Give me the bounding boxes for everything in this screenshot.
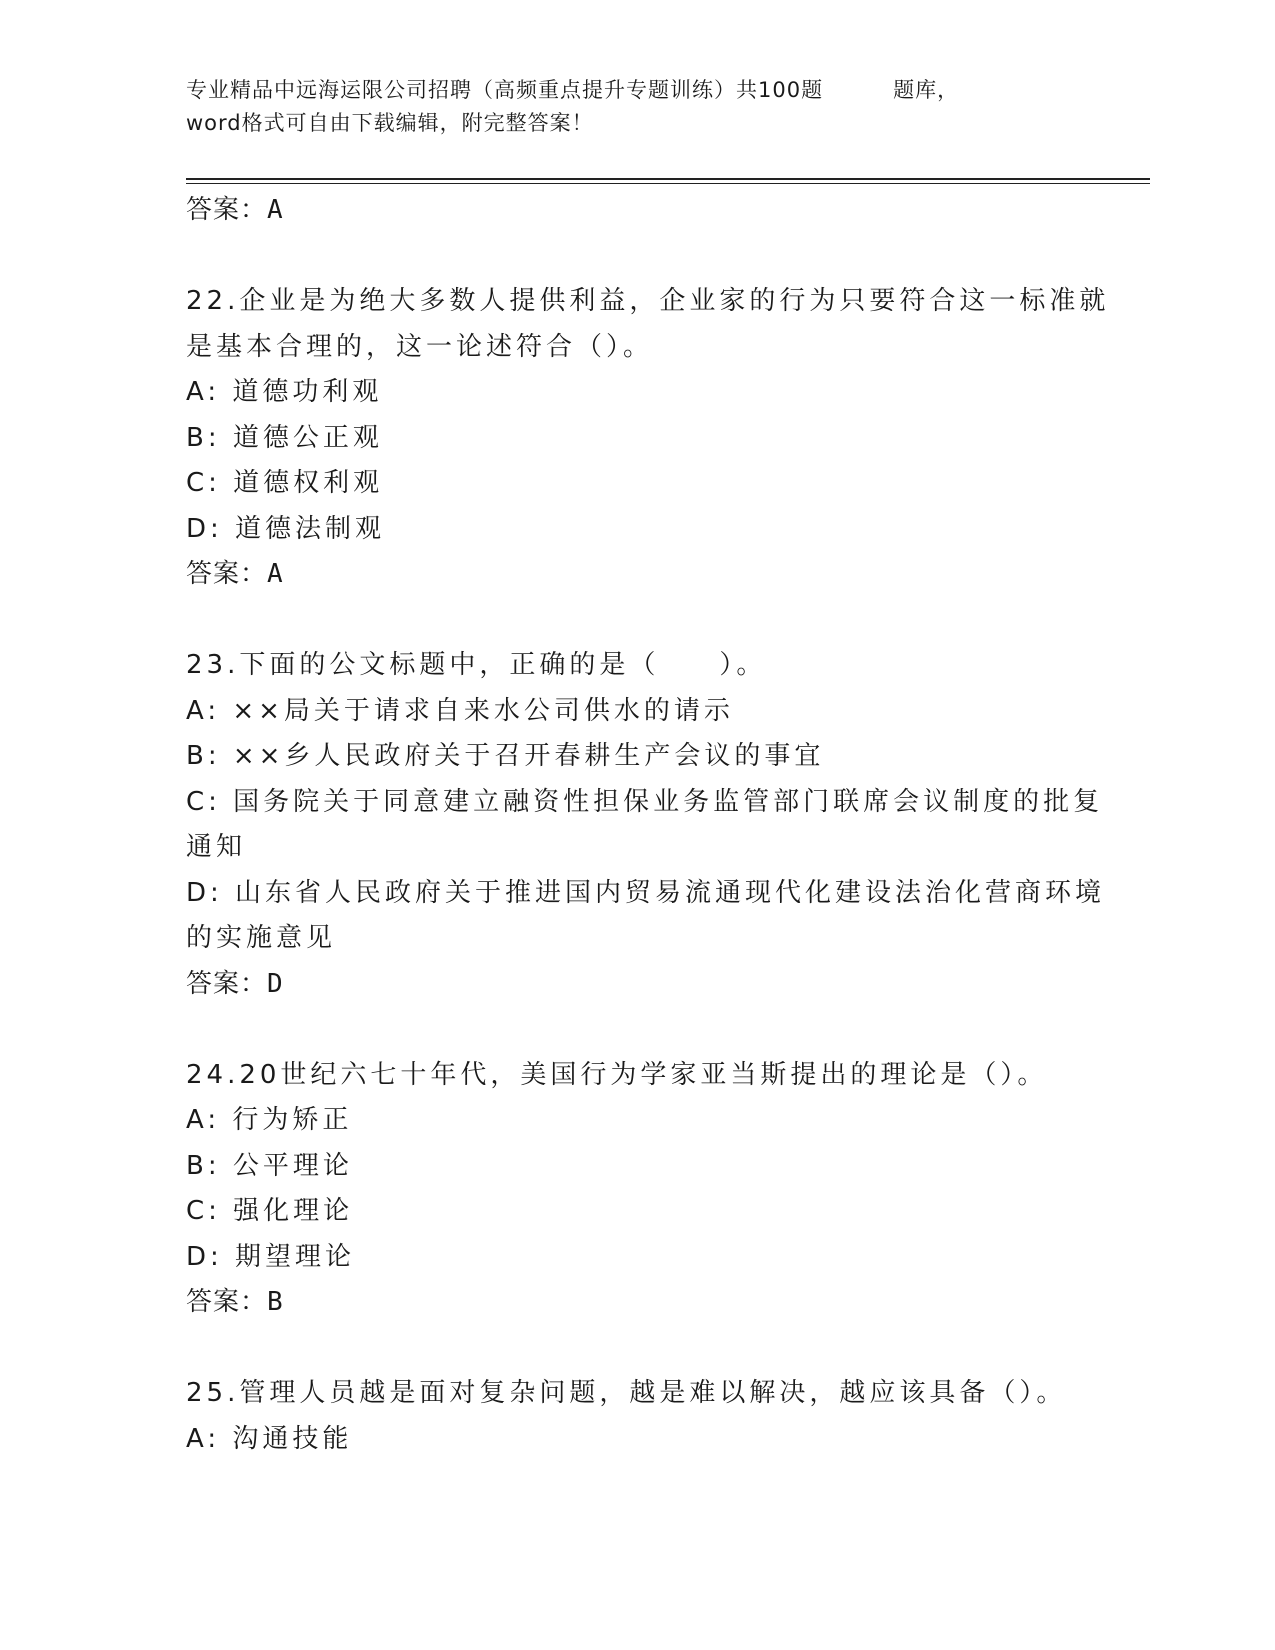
spacer (186, 598, 1086, 644)
answer-value: D (267, 968, 284, 999)
answer-value: A (267, 195, 284, 225)
question-stem: 23.下面的公文标题中，正确的是（ ）。 (186, 650, 767, 680)
question-stem: 22.企业是为绝大多数人提供利益，企业家的行为只要符合这一标准就 (186, 286, 1110, 316)
option-d-continued: 的实施意见 (186, 923, 337, 953)
answer-label: 答案： (186, 559, 268, 589)
option-c: C: 强化理论 (186, 1196, 354, 1226)
spacer (186, 1326, 1086, 1372)
question-stem: 24.20世纪六七十年代，美国行为学家亚当斯提出的理论是（）。 (186, 1059, 1048, 1090)
option-b: B: 道德公正观 (186, 422, 383, 453)
document-header (186, 74, 1066, 140)
option-a: A: 行为矫正 (186, 1105, 353, 1135)
option-b: B: ××乡人民政府关于召开春耕生产会议的事宜 (186, 741, 825, 771)
option-d: D: 道德法制观 (186, 513, 386, 544)
answer-label: 答案： (186, 968, 268, 999)
option-c: C: 道德权利观 (186, 468, 384, 498)
option-d: D: 山东省人民政府关于推进国内贸易流通现代化建设法治化营商环境 (186, 877, 1106, 908)
question-stem-continued: 是基本合理的，这一论述符合（）。 (186, 331, 654, 362)
option-c: C: 国务院关于同意建立融资性担保业务监管部门联席会议制度的批复 (186, 786, 1104, 817)
option-d: D: 期望理论 (186, 1241, 356, 1272)
option-a: A: ××局关于请求自来水公司供水的请示 (186, 695, 734, 726)
question-23 (186, 643, 1106, 1007)
answer-line (186, 552, 1086, 598)
option-b: B: 公平理论 (186, 1150, 353, 1181)
header-line-1 (186, 74, 1066, 107)
answer-line (186, 962, 1086, 1008)
answer-line (186, 1280, 1086, 1326)
spacer (186, 234, 1086, 280)
header-title: 专业精品中远海运限公司招聘（高频重点提升专题训练）共100题 (186, 78, 824, 102)
option-a: A: 道德功利观 (186, 377, 383, 407)
header-rule-thick (186, 178, 1150, 180)
answer-label: 答案： (186, 1287, 268, 1317)
question-stem: 25.管理人员越是面对复杂问题，越是难以解决，越应该具备（）。 (186, 1378, 1067, 1408)
question-24 (186, 1053, 1086, 1326)
spacer (186, 1007, 1086, 1053)
question-22 (186, 279, 1110, 598)
header-rule-thin (186, 183, 1150, 184)
option-a: A: 沟通技能 (186, 1423, 353, 1454)
document-body (186, 188, 1110, 1462)
answer-value: B (267, 1287, 284, 1317)
header-title-suffix: 题库， (893, 78, 960, 102)
option-c-continued: 通知 (186, 832, 247, 862)
answer-value: A (267, 559, 284, 589)
answer-line-prev (186, 188, 1086, 234)
header-line-2: word格式可自由下载编辑，附完整答案！ (186, 111, 594, 135)
answer-label: 答案： (186, 195, 268, 225)
question-25 (186, 1371, 1086, 1462)
